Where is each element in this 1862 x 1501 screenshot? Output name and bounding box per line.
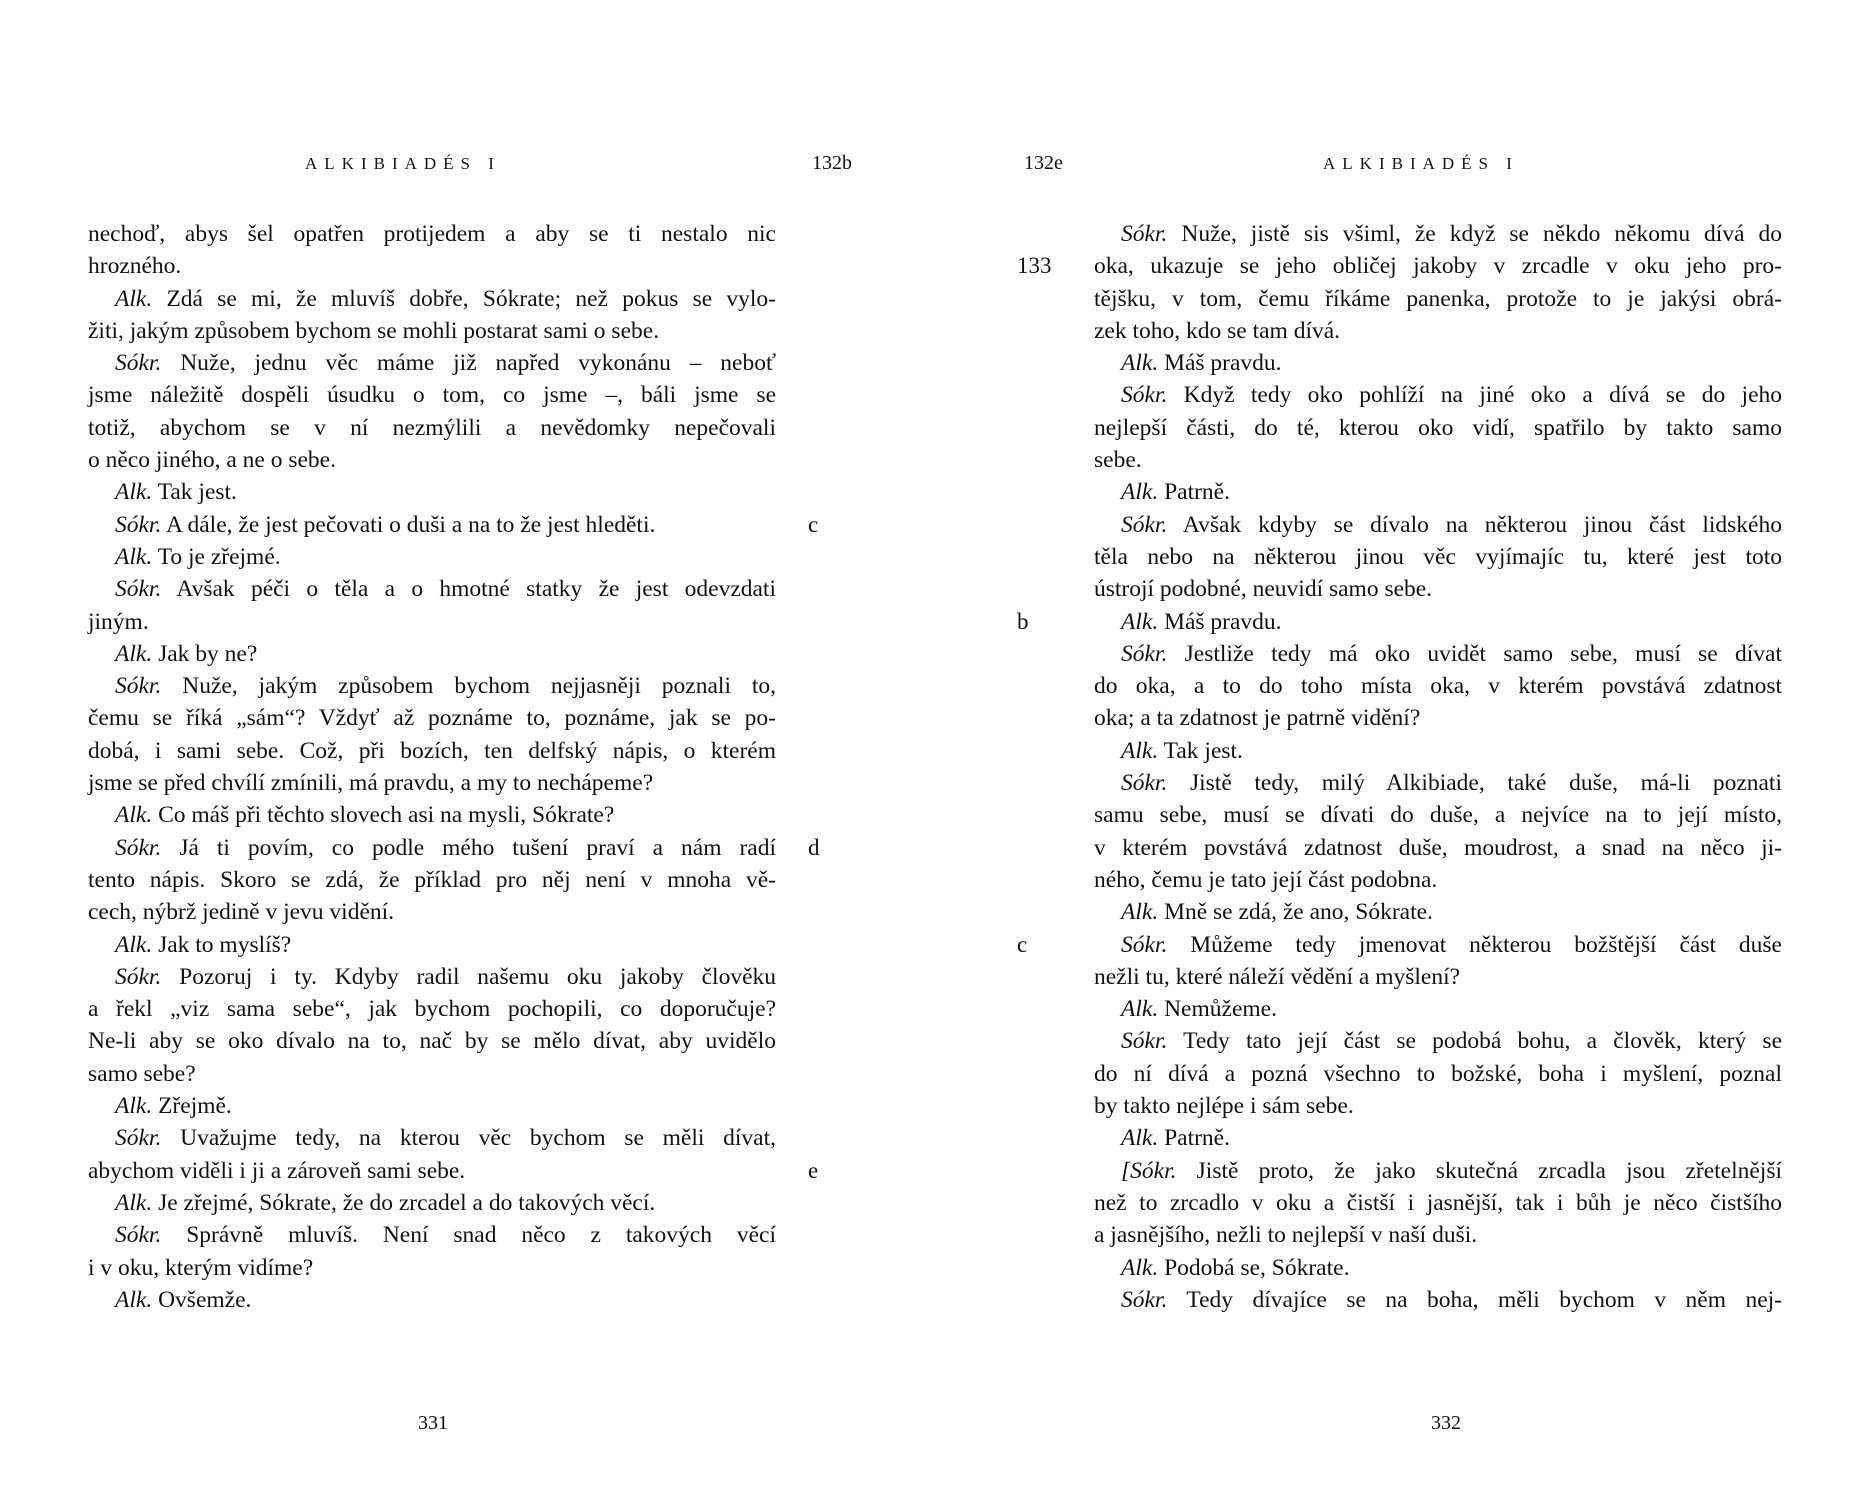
text-line — [1094, 896, 1782, 928]
text-line — [1094, 735, 1782, 767]
speaker-label: Alk. — [1121, 350, 1159, 377]
stephanus-marker: e — [808, 1157, 819, 1183]
line-text: Máš pravdu. — [1164, 608, 1282, 635]
line-text: Ovšemže. — [158, 1286, 252, 1313]
text-line — [88, 799, 776, 831]
line-text: Tak jest. — [157, 479, 237, 506]
text-line — [88, 541, 776, 573]
text-line — [88, 1187, 776, 1219]
text-line — [88, 1219, 776, 1251]
line-text: Tedy tato její část se podobá bohu, a člověk, který se — [1183, 1028, 1783, 1055]
text-line — [88, 735, 776, 767]
text-line — [88, 767, 776, 799]
text-line — [88, 444, 776, 476]
stephanus-marker: c — [1017, 931, 1028, 957]
line-text: To je zřejmé. — [157, 543, 281, 570]
right-page — [931, 0, 1862, 1501]
text-line — [1094, 702, 1782, 734]
line-text: Jak to myslíš? — [158, 931, 292, 958]
line-text: A dále, že jest pečovati o duši a na to že jest hleděti. — [165, 511, 656, 538]
line-text: v kterém povstává zdatnost duše, moudrost, a snad na něco ji- — [1094, 834, 1782, 861]
text-line — [1094, 1284, 1782, 1316]
text-line — [1094, 218, 1782, 250]
speaker-label: Alk. — [1121, 479, 1159, 506]
text-line — [1094, 961, 1782, 993]
line-text: i v oku, kterým vidíme? — [88, 1254, 314, 1281]
line-text: samu sebe, musí se dívati do duše, a nejvíce na to její místo, — [1094, 802, 1782, 829]
speaker-label: Sókr. — [115, 963, 162, 990]
stephanus-header: 132b — [812, 152, 852, 174]
text-line — [1094, 1219, 1782, 1251]
text-line — [1017, 606, 1782, 638]
text-line — [1094, 1252, 1782, 1284]
text-line — [1017, 250, 1782, 282]
line-text: samo sebe? — [88, 1060, 196, 1087]
line-text: jiným. — [88, 608, 149, 635]
speaker-label: Sókr. — [115, 576, 162, 603]
speaker-label: Sókr. — [1121, 382, 1168, 409]
speaker-label: Alk. — [115, 640, 153, 667]
line-text: těla nebo na některou jinou věc vyjímajíc tu, které jest toto — [1094, 543, 1782, 570]
line-text: cech, nýbrž jedině v jevu vidění. — [88, 899, 395, 926]
text-line — [1094, 315, 1782, 347]
line-text: Nuže, jednu věc máme již napřed vykonánu – neboť — [180, 350, 777, 377]
text-line — [88, 347, 776, 379]
line-text: jsme se před chvílí zmínili, má pravdu, a my to nechápeme? — [88, 770, 654, 797]
speaker-label: Sókr. — [115, 1125, 162, 1152]
line-text: totiž, abychom se v ní nezmýlili a nevědomky nepečovali — [88, 414, 776, 441]
speaker-label: Sókr. — [1121, 511, 1168, 538]
line-text: abychom viděli i ji a zároveň sami sebe. — [88, 1157, 466, 1184]
text-line — [1094, 412, 1782, 444]
line-text: oka, ukazuje se jeho obličej jakoby v zrcadle v oku jeho pro- — [1094, 253, 1782, 280]
speaker-label: Alk. — [115, 1189, 153, 1216]
text-line — [1094, 573, 1782, 605]
speaker-label: [Sókr. — [1121, 1157, 1177, 1184]
line-text: Zřejmě. — [158, 1093, 232, 1120]
stephanus-marker: b — [1017, 608, 1029, 634]
line-text: nechoď, abys šel opatřen protijedem a aby se ti nestalo nic — [88, 221, 776, 247]
text-line — [88, 1155, 819, 1187]
line-text: Avšak kdyby se dívalo na některou jinou část lidského — [1182, 511, 1782, 538]
page-number: 332 — [1431, 1412, 1461, 1434]
line-text: tento nápis. Skoro se zdá, že příklad pro něj není v mnoha vě- — [88, 866, 776, 893]
text-line — [88, 412, 776, 444]
text-line — [88, 993, 776, 1025]
text-line — [88, 1122, 776, 1154]
line-text: oka; a ta zdatnost je patrně vidění? — [1094, 705, 1421, 732]
line-text: Nemůžeme. — [1164, 996, 1277, 1023]
text-line — [1094, 670, 1782, 702]
line-text: Můžeme tedy jmenovat některou božštější část duše — [1190, 931, 1782, 958]
text-line — [1094, 864, 1782, 896]
line-text: by takto nejlépe i sám sebe. — [1094, 1093, 1354, 1120]
running-title: ALKIBIADÉS I — [305, 154, 501, 173]
line-text: Avšak péči o těla a o hmotné statky že jest odevzdati — [176, 576, 776, 603]
line-text: Uvažujme tedy, na kterou věc bychom se měli dívat, — [180, 1125, 777, 1152]
stephanus-header: 132e — [1024, 152, 1063, 174]
line-text: Mně se zdá, že ano, Sókrate. — [1164, 899, 1433, 926]
text-line — [88, 379, 776, 411]
speaker-label: Sókr. — [115, 834, 162, 861]
line-text: Tak jest. — [1163, 737, 1243, 764]
speaker-label: Sókr. — [1121, 221, 1168, 247]
line-text: tějšku, v tom, čemu říkáme panenka, protože to je jakýsi obrá- — [1094, 285, 1782, 312]
text-line — [88, 573, 776, 605]
text-line — [88, 864, 776, 896]
text-line — [88, 1090, 776, 1122]
text-line — [88, 250, 776, 282]
line-text: Tedy dívajíce se na boha, měli bychom v něm nej- — [1186, 1286, 1782, 1313]
line-text: jsme náležitě dospěli úsudku o tom, co jsme –, báli jsme se — [88, 382, 776, 409]
line-text: Podobá se, Sókrate. — [1164, 1254, 1350, 1281]
page-number: 331 — [418, 1412, 448, 1434]
text-line — [1094, 509, 1782, 541]
text-line — [88, 509, 819, 541]
line-text: zek toho, kdo se tam dívá. — [1094, 317, 1341, 344]
line-text: Nuže, jistě sis všiml, že když se někdo někomu dívá do — [1181, 221, 1783, 247]
line-text: nejlepší části, do té, kterou oko vidí, spatřilo by takto samo — [1094, 414, 1782, 441]
speaker-label: Alk. — [1121, 996, 1159, 1023]
speaker-label: Alk. — [115, 802, 153, 829]
text-line — [88, 832, 820, 864]
text-line — [1094, 444, 1782, 476]
text-line — [1094, 638, 1782, 670]
line-text: ústrojí podobné, neuvidí samo sebe. — [1094, 576, 1433, 603]
speaker-label: Alk. — [1121, 608, 1159, 635]
body-text — [1017, 218, 1783, 1316]
text-line — [1094, 1090, 1782, 1122]
line-text: a jasnějšího, nežli to nejlepší v naší duši. — [1094, 1222, 1478, 1249]
text-line — [88, 1025, 776, 1057]
line-text: Máš pravdu. — [1164, 350, 1282, 377]
text-line — [88, 961, 776, 993]
text-line — [1094, 993, 1782, 1025]
line-text: Jak by ne? — [158, 640, 258, 667]
line-text: a řekl „viz sama sebe“, jak bychom pochopili, co doporučuje? — [88, 996, 776, 1023]
text-line — [1094, 1187, 1782, 1219]
text-line — [1094, 1025, 1782, 1057]
text-line — [88, 476, 776, 508]
speaker-label: Sókr. — [115, 350, 162, 377]
speaker-label: Sókr. — [1121, 770, 1168, 797]
text-line — [88, 929, 776, 961]
line-text: o něco jiného, a ne o sebe. — [88, 447, 336, 474]
line-text: ného, čemu je tato její část podobna. — [1094, 866, 1438, 893]
speaker-label: Sókr. — [1121, 931, 1168, 958]
text-line — [1094, 1058, 1782, 1090]
text-line — [1094, 799, 1782, 831]
text-line — [88, 670, 776, 702]
text-line — [88, 896, 776, 928]
text-line — [88, 1252, 776, 1284]
line-text: sebe. — [1094, 447, 1142, 474]
line-text: Co máš při těchto slovech asi na mysli, Sókrate? — [158, 802, 615, 829]
text-line — [1094, 347, 1782, 379]
line-text: Je zřejmé, Sókrate, že do zrcadel a do takových věcí. — [158, 1189, 656, 1216]
speaker-label: Alk. — [1121, 899, 1159, 926]
text-line — [88, 283, 776, 315]
text-line — [1094, 1155, 1782, 1187]
line-text: Když tedy oko pohlíží na jiné oko a dívá se do jeho — [1183, 382, 1782, 409]
line-text: Jistě proto, že jako skutečná zrcadla jsou zřetelnější — [1196, 1157, 1783, 1184]
line-text: žiti, jakým způsobem bychom se mohli postarat sami o sebe. — [88, 317, 660, 344]
line-text: do oka, a to do toho místa oka, v kterém povstává zdatnost — [1094, 673, 1782, 700]
line-text: Jistě tedy, milý Alkibiade, také duše, má-li poznati — [1189, 770, 1782, 797]
text-line — [88, 218, 776, 250]
line-text: Já ti povím, co podle mého tušení praví a nám radí — [179, 834, 776, 861]
text-line — [1094, 1122, 1782, 1154]
stephanus-marker: c — [808, 511, 819, 537]
line-text: než to zrcadlo v oku a čistší i jasnější, tak i bůh je něco čistšího — [1094, 1189, 1782, 1216]
speaker-label: Sókr. — [115, 511, 162, 538]
text-line — [1094, 476, 1782, 508]
speaker-label: Alk. — [115, 543, 153, 570]
line-text: čemu se říká „sám“? Vždyť až poznáme to, poznáme, jak se po- — [88, 705, 776, 732]
text-line — [1017, 929, 1782, 961]
line-text: dobá, i sami sebe. Což, při bozích, ten delfský nápis, o kterém — [88, 737, 776, 764]
speaker-label: Sókr. — [115, 1222, 162, 1249]
speaker-label: Sókr. — [1121, 1028, 1168, 1055]
body-text — [88, 218, 820, 1316]
running-title: ALKIBIADÉS I — [1323, 154, 1519, 173]
speaker-label: Alk. — [115, 479, 153, 506]
text-line — [88, 702, 776, 734]
line-text: Patrně. — [1164, 1125, 1230, 1152]
text-line — [1094, 832, 1782, 864]
speaker-label: Alk. — [1121, 1125, 1159, 1152]
text-line — [1094, 541, 1782, 573]
line-text: Jestliže tedy má oko uvidět samo sebe, musí se dívat — [1184, 640, 1782, 667]
line-text: do ní dívá a pozná všechno to božské, boha i myšlení, poznal — [1094, 1060, 1782, 1087]
text-line — [1094, 379, 1782, 411]
line-text: Ne-li aby se oko dívalo na to, nač by se mělo dívat, aby uvidělo — [88, 1028, 776, 1055]
line-text: Zdá se mi, že mluvíš dobře, Sókrate; než pokus se vylo- — [166, 285, 776, 312]
text-line — [88, 638, 776, 670]
speaker-label: Alk. — [115, 931, 153, 958]
line-text: Správně mluvíš. Není snad něco z takových věcí — [186, 1222, 776, 1249]
speaker-label: Alk. — [115, 1093, 153, 1120]
line-text: Pozoruj i ty. Kdyby radil našemu oku jakoby člověku — [179, 963, 777, 990]
speaker-label: Alk. — [115, 1286, 153, 1313]
line-text: nežli tu, které náleží vědění a myšlení? — [1094, 963, 1461, 990]
speaker-label: Sókr. — [1121, 1286, 1168, 1313]
line-text: hrozného. — [88, 253, 182, 280]
speaker-label: Sókr. — [115, 673, 162, 700]
speaker-label: Alk. — [115, 285, 153, 312]
line-text: Nuže, jakým způsobem bychom nejjasněji poznali to, — [182, 673, 776, 700]
text-line — [1094, 767, 1782, 799]
stephanus-marker: 133 — [1017, 253, 1052, 279]
speaker-label: Sókr. — [1121, 640, 1168, 667]
speaker-label: Alk. — [1121, 1254, 1159, 1281]
speaker-label: Alk. — [1121, 737, 1159, 764]
line-text: Patrně. — [1164, 479, 1230, 506]
stephanus-marker: d — [808, 834, 820, 860]
text-line — [1094, 283, 1782, 315]
text-line — [88, 315, 776, 347]
text-line — [88, 606, 776, 638]
text-line — [88, 1284, 776, 1316]
text-line — [88, 1058, 776, 1090]
